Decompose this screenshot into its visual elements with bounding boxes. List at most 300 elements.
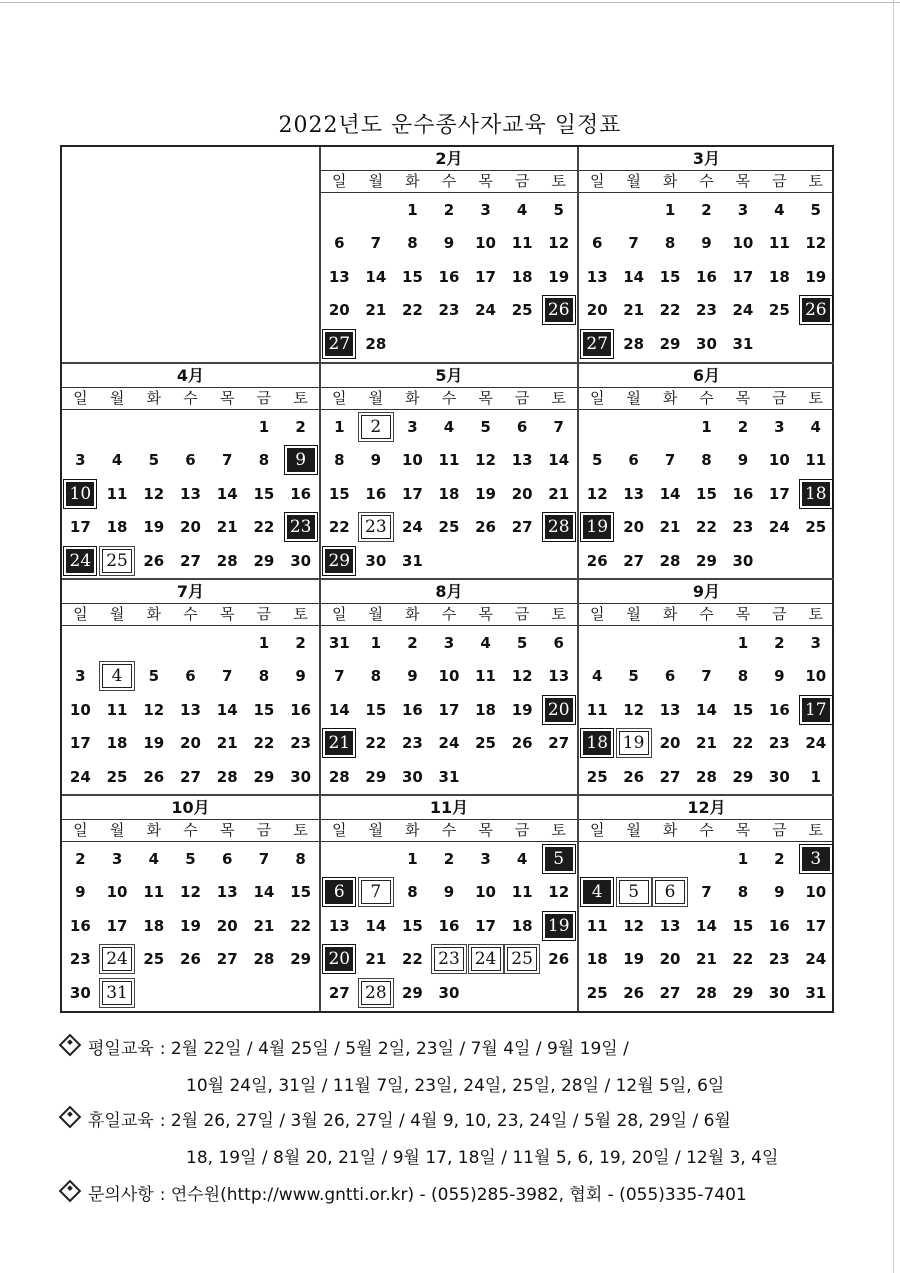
day-cell	[540, 193, 577, 227]
empty-day	[135, 410, 172, 444]
week-row	[62, 660, 319, 694]
month-calendar	[579, 147, 834, 362]
day-number: 20	[659, 950, 681, 969]
day-number: 18	[586, 950, 608, 969]
weekday-label: 목	[735, 389, 751, 407]
day-number: 28	[253, 950, 275, 969]
day-number: 26	[545, 298, 573, 322]
day-cell	[798, 626, 834, 660]
empty-day	[321, 842, 358, 876]
day-number: 27	[216, 950, 238, 969]
day-cell	[431, 193, 468, 227]
day-cell	[99, 842, 136, 876]
day-number: 17	[768, 484, 790, 503]
day-number: 1	[370, 633, 382, 652]
day-cell	[761, 727, 797, 761]
day-cell	[431, 410, 468, 444]
empty-day	[540, 976, 577, 1010]
weekday-label: 수	[699, 821, 714, 839]
day-number: 3	[774, 417, 785, 436]
week-row	[579, 260, 834, 294]
day-number: 23	[401, 734, 423, 753]
day-number: 31	[438, 767, 460, 786]
day-cell	[209, 477, 246, 511]
weekday-label: 월	[368, 821, 384, 839]
day-number: 13	[328, 267, 350, 286]
day-number: 2	[701, 200, 712, 219]
day-number: 24	[69, 767, 91, 786]
day-number: 18	[511, 267, 533, 286]
week-row	[321, 909, 577, 943]
day-cell	[615, 943, 651, 977]
day-cell	[172, 876, 209, 910]
day-number: 18	[106, 734, 128, 753]
day-number: 20	[216, 916, 238, 935]
day-cell	[282, 477, 319, 511]
day-cell	[172, 444, 209, 478]
diamond-bullet-icon	[59, 1106, 82, 1129]
weekday-label: 수	[441, 389, 457, 407]
day-number: 9	[407, 667, 418, 686]
note-label: 평일교육	[88, 1039, 154, 1059]
day-number: 3	[480, 849, 491, 868]
day-number: 14	[696, 700, 717, 719]
day-cell	[725, 327, 761, 361]
day-cell	[135, 760, 172, 794]
day-cell	[688, 693, 724, 727]
weekday-note	[58, 1034, 629, 1059]
week-row	[62, 976, 319, 1010]
empty-day	[467, 544, 504, 578]
day-cell	[467, 626, 504, 660]
empty-day	[62, 626, 99, 660]
day-number: 31	[328, 633, 350, 652]
day-cell	[761, 876, 797, 910]
day-number: 28	[365, 334, 387, 353]
weekday-header	[579, 388, 834, 410]
day-cell	[321, 909, 358, 943]
day-cell	[321, 444, 358, 478]
week-row	[321, 660, 577, 694]
month-title: 5月	[321, 364, 577, 388]
week-row	[62, 760, 319, 794]
day-number: 27	[583, 332, 611, 356]
weekday-label: 토	[551, 605, 566, 623]
day-cell	[579, 760, 615, 794]
day-cell	[246, 544, 283, 578]
day-number: 16	[768, 916, 790, 935]
day-cell	[209, 544, 246, 578]
weekday-training-day	[99, 660, 136, 694]
weekday-label: 월	[626, 821, 641, 839]
day-cell	[467, 727, 504, 761]
day-cell	[615, 760, 651, 794]
day-cell	[358, 444, 395, 478]
day-number: 23	[287, 515, 315, 539]
day-cell	[652, 477, 688, 511]
weekday-training-day	[358, 976, 395, 1010]
day-number: 17	[802, 698, 830, 722]
day-number: 23	[732, 518, 754, 537]
day-cell	[725, 444, 761, 478]
day-cell	[467, 227, 504, 261]
day-number: 5	[553, 200, 564, 219]
day-number: 9	[774, 667, 785, 686]
day-number: 14	[365, 267, 387, 286]
day-cell	[798, 227, 834, 261]
day-cell	[504, 626, 541, 660]
day-number: 16	[290, 700, 312, 719]
day-cell	[761, 227, 797, 261]
weekday-label: 수	[699, 389, 714, 407]
day-cell	[761, 444, 797, 478]
day-cell	[135, 477, 172, 511]
weekday-label: 화	[662, 821, 678, 839]
month-calendar	[321, 147, 577, 362]
day-cell	[725, 660, 761, 694]
week-row	[321, 626, 577, 660]
day-cell	[467, 693, 504, 727]
day-cell	[652, 943, 688, 977]
weekday-training-day	[467, 943, 504, 977]
empty-day	[540, 327, 577, 361]
day-number: 1	[407, 849, 418, 868]
day-cell	[761, 260, 797, 294]
day-number: 25	[438, 518, 460, 537]
weekday-label: 토	[551, 172, 566, 190]
week-row	[321, 727, 577, 761]
weekday-label: 수	[183, 389, 198, 407]
day-number: 15	[253, 484, 275, 503]
day-number: 4	[480, 633, 491, 652]
day-cell	[394, 909, 431, 943]
day-cell	[246, 626, 283, 660]
day-cell	[652, 544, 688, 578]
day-number: 7	[221, 667, 233, 686]
day-number: 26	[586, 551, 608, 570]
day-number: 6	[185, 451, 196, 470]
day-number: 8	[737, 883, 749, 902]
day-cell	[504, 260, 541, 294]
day-number: 17	[732, 267, 754, 286]
empty-day	[615, 842, 651, 876]
empty-day	[135, 626, 172, 660]
day-number: 25	[102, 549, 132, 573]
day-cell	[62, 444, 99, 478]
day-number: 11	[475, 667, 496, 686]
week-row	[579, 693, 834, 727]
holiday-training-day	[579, 876, 615, 910]
day-cell	[761, 976, 797, 1010]
day-cell	[394, 727, 431, 761]
empty-day	[615, 626, 651, 660]
empty-day	[579, 410, 615, 444]
weekday-label: 수	[441, 172, 457, 190]
day-number: 5	[619, 880, 649, 904]
week-row	[579, 626, 834, 660]
day-cell	[688, 976, 724, 1010]
day-cell	[321, 260, 358, 294]
day-cell	[282, 760, 319, 794]
day-cell	[431, 842, 468, 876]
month-title: 4月	[62, 364, 319, 388]
diamond-bullet-icon	[59, 1034, 82, 1057]
day-number: 25	[586, 983, 608, 1002]
day-cell	[209, 842, 246, 876]
day-number: 7	[701, 667, 712, 686]
day-number: 30	[401, 767, 423, 786]
weekday-label: 목	[478, 389, 493, 407]
day-number: 17	[69, 518, 91, 537]
day-cell	[246, 410, 283, 444]
day-number: 30	[290, 551, 312, 570]
weekday-label: 월	[368, 605, 384, 623]
diamond-bullet-icon	[59, 1180, 82, 1203]
empty-day	[321, 193, 358, 227]
weekday-label: 토	[808, 172, 824, 190]
day-cell	[615, 294, 651, 328]
day-number: 29	[365, 767, 387, 786]
day-number: 1	[258, 633, 270, 652]
day-number: 28	[216, 551, 238, 570]
day-cell	[725, 260, 761, 294]
weekday-label: 금	[514, 605, 530, 623]
day-cell	[135, 444, 172, 478]
day-number: 10	[475, 883, 496, 902]
day-number: 17	[475, 267, 496, 286]
day-cell	[431, 660, 468, 694]
day-number: 6	[185, 667, 196, 686]
day-number: 24	[768, 518, 790, 537]
day-cell	[62, 943, 99, 977]
day-number: 19	[143, 518, 165, 537]
day-cell	[467, 294, 504, 328]
day-number: 27	[659, 767, 681, 786]
day-number: 28	[545, 515, 573, 539]
day-number: 26	[180, 950, 201, 969]
day-cell	[615, 477, 651, 511]
empty-day	[540, 544, 577, 578]
holiday-training-day	[282, 511, 319, 545]
week-row	[321, 227, 577, 261]
empty-day	[172, 976, 209, 1010]
day-number: 22	[253, 518, 275, 537]
day-number: 9	[287, 448, 315, 472]
day-number: 7	[258, 849, 270, 868]
weekday-label: 일	[332, 389, 347, 407]
day-cell	[504, 909, 541, 943]
day-cell	[62, 511, 99, 545]
weekday-label: 일	[73, 389, 88, 407]
day-cell	[246, 727, 283, 761]
day-number: 1	[737, 849, 749, 868]
day-cell	[725, 227, 761, 261]
day-number: 8	[701, 451, 712, 470]
day-cell	[798, 260, 834, 294]
day-number: 30	[768, 983, 790, 1002]
day-cell	[282, 727, 319, 761]
day-number: 4	[810, 417, 821, 436]
day-cell	[761, 693, 797, 727]
day-cell	[725, 626, 761, 660]
empty-day	[358, 842, 395, 876]
blank-cell	[62, 147, 319, 362]
contact-note	[58, 1180, 747, 1205]
day-cell	[99, 876, 136, 910]
empty-day	[209, 976, 246, 1010]
day-number: 6	[655, 880, 685, 904]
day-cell	[431, 626, 468, 660]
day-cell	[761, 410, 797, 444]
day-number: 30	[768, 767, 790, 786]
day-cell	[540, 876, 577, 910]
day-cell	[688, 660, 724, 694]
day-number: 31	[102, 981, 132, 1005]
weekday-label: 일	[332, 172, 347, 190]
empty-day	[282, 976, 319, 1010]
day-cell	[579, 444, 615, 478]
day-cell	[135, 909, 172, 943]
weekday-label: 화	[146, 605, 162, 623]
day-number: 14	[216, 700, 238, 719]
empty-day	[579, 626, 615, 660]
day-cell	[688, 260, 724, 294]
weekday-label: 화	[662, 389, 678, 407]
weekday-training-day	[431, 943, 468, 977]
day-number: 19	[475, 484, 496, 503]
day-number: 5	[148, 667, 159, 686]
weekday-label: 금	[514, 172, 530, 190]
day-number: 22	[659, 301, 681, 320]
week-row	[579, 976, 834, 1010]
day-number: 14	[696, 916, 717, 935]
note-label: 휴일교육	[88, 1111, 154, 1131]
weekday-label: 월	[368, 389, 384, 407]
holiday-training-day	[798, 294, 834, 328]
day-cell	[135, 842, 172, 876]
holiday-training-day	[540, 693, 577, 727]
day-cell	[467, 660, 504, 694]
empty-day	[99, 626, 136, 660]
weekday-training-day	[99, 544, 136, 578]
weekday-label: 일	[73, 821, 88, 839]
day-cell	[321, 410, 358, 444]
day-number: 4	[148, 849, 159, 868]
day-number: 19	[805, 267, 827, 286]
day-number: 1	[664, 200, 676, 219]
day-cell	[172, 943, 209, 977]
week-row	[579, 660, 834, 694]
day-cell	[321, 660, 358, 694]
day-cell	[688, 193, 724, 227]
day-cell	[321, 294, 358, 328]
day-cell	[579, 227, 615, 261]
empty-day	[135, 976, 172, 1010]
empty-day	[431, 544, 468, 578]
day-cell	[540, 227, 577, 261]
weekday-training-day	[652, 876, 688, 910]
day-number: 7	[370, 234, 382, 253]
day-cell	[652, 260, 688, 294]
day-cell	[358, 544, 395, 578]
day-cell	[172, 693, 209, 727]
day-number: 1	[737, 633, 749, 652]
empty-day	[688, 842, 724, 876]
day-cell	[540, 727, 577, 761]
day-number: 30	[732, 551, 754, 570]
day-number: 3	[75, 667, 86, 686]
day-number: 23	[290, 734, 312, 753]
weekday-label: 월	[368, 172, 384, 190]
day-cell	[209, 909, 246, 943]
scan-edge-top	[0, 2, 900, 3]
day-number: 16	[696, 267, 717, 286]
day-number: 20	[325, 947, 353, 971]
day-number: 4	[443, 417, 455, 436]
day-number: 3	[810, 633, 821, 652]
day-cell	[725, 760, 761, 794]
day-number: 18	[802, 482, 830, 506]
week-row	[62, 444, 319, 478]
week-row	[321, 693, 577, 727]
day-cell	[321, 511, 358, 545]
weekday-label: 토	[808, 605, 824, 623]
week-row	[62, 876, 319, 910]
month-calendar	[62, 364, 319, 578]
weekday-header	[579, 820, 834, 842]
day-number: 20	[180, 734, 201, 753]
weekday-header	[321, 171, 577, 193]
day-cell	[172, 909, 209, 943]
day-number: 25	[586, 767, 608, 786]
day-cell	[615, 444, 651, 478]
weekday-label: 목	[478, 172, 493, 190]
day-cell	[725, 909, 761, 943]
day-number: 7	[334, 667, 345, 686]
week-row	[321, 842, 577, 876]
day-number: 22	[365, 734, 387, 753]
day-number: 17	[805, 916, 827, 935]
day-number: 20	[659, 734, 681, 753]
day-cell	[467, 511, 504, 545]
day-cell	[652, 760, 688, 794]
day-number: 16	[768, 700, 790, 719]
day-cell	[761, 626, 797, 660]
day-cell	[615, 260, 651, 294]
month-calendar	[62, 796, 319, 1011]
day-cell	[62, 842, 99, 876]
day-cell	[394, 260, 431, 294]
day-number: 11	[511, 234, 533, 253]
day-number: 8	[295, 849, 306, 868]
day-cell	[467, 260, 504, 294]
day-number: 24	[438, 734, 460, 753]
day-number: 15	[732, 700, 754, 719]
holiday-training-day	[62, 544, 99, 578]
week-row	[62, 626, 319, 660]
empty-day	[467, 760, 504, 794]
day-number: 27	[325, 332, 353, 356]
day-cell	[504, 727, 541, 761]
day-cell	[467, 444, 504, 478]
day-cell	[172, 511, 209, 545]
weekday-label: 토	[808, 821, 824, 839]
weekday-header	[321, 388, 577, 410]
day-number: 28	[216, 767, 238, 786]
empty-day	[798, 544, 834, 578]
day-number: 10	[106, 883, 128, 902]
week-row	[579, 193, 834, 227]
